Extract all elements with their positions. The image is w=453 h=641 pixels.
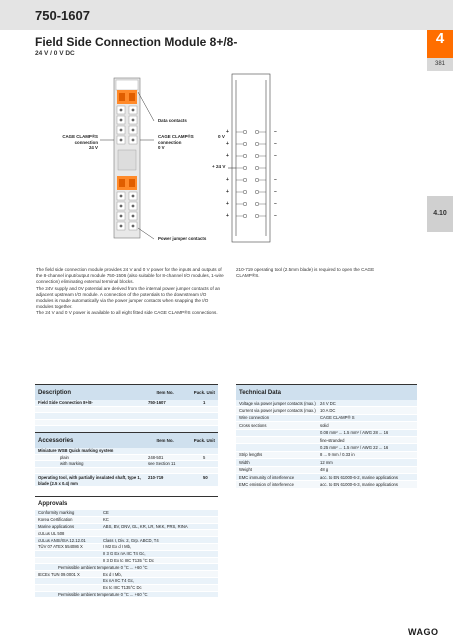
tech-key: Current via power jumper contacts (max.) <box>239 408 316 414</box>
approval-value: ABS, BV, DNV, GL, KR, LR, NKK, PRS, RINA <box>103 523 188 529</box>
table-row <box>35 578 218 585</box>
table-row <box>236 467 417 474</box>
order-col-description: Description <box>38 389 72 396</box>
table-row <box>236 422 417 429</box>
table-row <box>35 592 218 599</box>
approval-value: Class I, Div. 2, Grp. ABCD, T4 <box>103 537 159 543</box>
description-paragraph: The field side connection module provides 24 V and 0 V power for the inputs and outputs of the 8-channel input/output module 750-1506 (also suitable for 8-channel I/O modules, 1-wire connection) eliminating external terminal blocks. <box>36 267 224 285</box>
table-row <box>236 452 417 459</box>
accessories-col-title: Accessories <box>38 437 74 444</box>
table-row <box>236 437 417 444</box>
description-paragraph: The 24 V and 0 V power is available to all eight fitted side CAGE CLAMP®S connections. <box>36 310 218 316</box>
tool-note: 210-719 operating tool (2.5mm blade) is required to open the CAGE CLAMP®S. <box>236 267 375 279</box>
table-row <box>35 420 218 427</box>
approval-key: Marine applications <box>38 523 75 529</box>
tech-key: Cross sections <box>239 422 267 428</box>
description-text <box>36 267 224 317</box>
tech-value: 0.08 mm² ... 1.5 mm² / AWG 28 ... 16 <box>320 430 389 436</box>
approval-value: CE <box>103 510 109 516</box>
tech-key: EMC emission of interference <box>239 481 294 487</box>
tech-value: 10 A DC <box>320 408 336 414</box>
approval-key: Permissible ambient temperature 0 °C ... +60 °C <box>58 564 148 570</box>
schematic-label-0v: 0 V <box>218 134 225 139</box>
table-row <box>236 459 417 466</box>
table-row <box>236 407 417 414</box>
tech-key: Width <box>239 459 250 465</box>
table-row <box>35 558 218 565</box>
table-row <box>35 413 218 420</box>
table-row <box>236 430 417 437</box>
tech-value: acc. to EN 61000-6-3, marine applications <box>320 481 398 487</box>
tech-value: 24 V DC <box>320 400 336 406</box>
approval-key: Conformity marking <box>38 510 75 516</box>
approval-key: cULus UL 508 <box>38 530 65 536</box>
tech-value: 8 ... 9 mm / 0.33 in <box>320 452 355 458</box>
schematic-label-24v: + 24 V <box>212 164 226 169</box>
plus-sign: + <box>226 213 229 219</box>
table-row: Operating tool, with partially insulated shaft, type 1, blade (2.5 x 0.4) mm 210-719 50 <box>35 474 218 487</box>
plus-sign: + <box>226 189 229 195</box>
table-row <box>35 585 218 592</box>
minus-sign: – <box>274 201 277 207</box>
approvals-title: Approvals <box>38 500 68 507</box>
accessories-col-pack: Pack. Unit <box>193 438 215 443</box>
table-row <box>35 530 218 537</box>
plus-sign: + <box>226 201 229 207</box>
wago-logo: WAGO <box>408 627 439 637</box>
approval-value: I M2 Ex d I Mb, <box>103 544 132 550</box>
page-subtitle: 24 V / 0 V DC <box>35 50 75 57</box>
table-row <box>236 474 417 481</box>
approval-value: II 3 G Ex nA IIC T4 Gc, <box>103 551 146 557</box>
tech-title: Technical Data <box>239 389 281 396</box>
approval-key: Permissible ambient temperature 0 °C ... +60 °C <box>58 591 148 597</box>
approvals-rows <box>35 510 218 598</box>
approval-key: cULus ANSI/ISA 12.12.01 <box>38 537 86 543</box>
doc-number: 750-1607 <box>35 8 90 23</box>
order-col-pack: Pack. Unit <box>193 390 215 395</box>
table-row <box>35 537 218 544</box>
tech-value: 12 mm <box>320 459 333 465</box>
table-row <box>35 407 218 414</box>
table-row: Field Side Connection 8+/8- 750-1607 1 <box>35 400 218 407</box>
tech-value: acc. to EN 61000-6-2, marine applications <box>320 474 398 480</box>
plus-sign: + <box>226 153 229 159</box>
approval-value: II 3 D Ex tc IIIC T135 °C Dc <box>103 557 154 563</box>
label-cage-clamp-24v: CAGE CLAMP®S connection 24 V <box>62 134 98 151</box>
table-row <box>35 468 218 475</box>
tech-key: Strip lengths <box>239 452 263 458</box>
approval-key: TÜV 07 ATEX 554086 X <box>38 544 83 550</box>
order-col-item: Item No. <box>156 390 174 395</box>
tech-key: EMC immunity of interference <box>239 474 295 480</box>
table-row <box>236 415 417 422</box>
minus-sign: – <box>274 189 277 195</box>
chapter-number: 4 <box>435 30 445 47</box>
approvals-table <box>35 496 218 598</box>
table-row: plain 248-501 5 <box>35 455 218 462</box>
table-row <box>35 517 218 524</box>
tech-table <box>236 384 417 489</box>
description-paragraph: The 24V supply and 0V potential are derived from the internal power jumper contacts of an adjacent upstream I/O module. A connection of the potentials to the downstream I/O modules is made automatically via the power jumper contacts when snapping the I/O modules together. <box>36 285 221 310</box>
table-row <box>35 551 218 558</box>
accessories-col-item: Item No. <box>156 438 174 443</box>
minus-sign: – <box>274 141 277 147</box>
approval-value: Ex d I Mb, <box>103 571 122 577</box>
minus-sign: – <box>274 213 277 219</box>
approval-key: IECEx TUN 09.0001 X <box>38 571 80 577</box>
table-row <box>236 481 417 488</box>
minus-sign: – <box>274 177 277 183</box>
accessories-table <box>35 432 218 487</box>
plus-sign: + <box>226 141 229 147</box>
tech-key: Wire connection <box>239 415 270 421</box>
approval-value: Ex nA IIC T4 Gc, <box>103 578 135 584</box>
tech-value: fine-stranded <box>320 437 345 443</box>
approval-key: Korea Certification <box>38 517 73 523</box>
tech-value: 0.25 mm² ... 1.5 mm² / AWG 22 ... 16 <box>320 445 389 451</box>
minus-sign: – <box>274 153 277 159</box>
table-row <box>236 444 417 451</box>
page-title: Field Side Connection Module 8+/8- <box>35 35 238 49</box>
page-number: 381 <box>427 58 453 71</box>
tech-value: CAGE CLAMP® S <box>320 415 355 421</box>
table-row <box>35 524 218 531</box>
table-row: with marking see Section 11 <box>35 461 218 468</box>
tech-key: Voltage via power jumper contacts (max.) <box>239 400 316 406</box>
approval-value: Ex tc IIIC T135°C Dc <box>103 585 142 591</box>
tech-value: solid <box>320 422 329 428</box>
tech-key: Weight <box>239 467 252 473</box>
tech-value: 48 g <box>320 467 329 473</box>
label-data-contacts: Data contacts <box>158 118 187 123</box>
plus-sign: + <box>226 129 229 135</box>
table-row <box>35 564 218 571</box>
plus-sign: + <box>226 177 229 183</box>
table-row: Miniature WSB Quick marking system <box>35 448 218 455</box>
table-row <box>35 571 218 578</box>
minus-sign: – <box>274 129 277 135</box>
table-row <box>236 400 417 407</box>
approval-value: KC <box>103 517 109 523</box>
label-cage-clamp-0v: CAGE CLAMP®S connection 0 V <box>158 134 194 151</box>
tech-rows <box>236 400 417 489</box>
table-row <box>35 544 218 551</box>
label-power-jumper-contacts: Power jumper contacts <box>158 236 207 241</box>
table-row <box>35 510 218 517</box>
section-tab: 4.10 <box>427 196 453 232</box>
